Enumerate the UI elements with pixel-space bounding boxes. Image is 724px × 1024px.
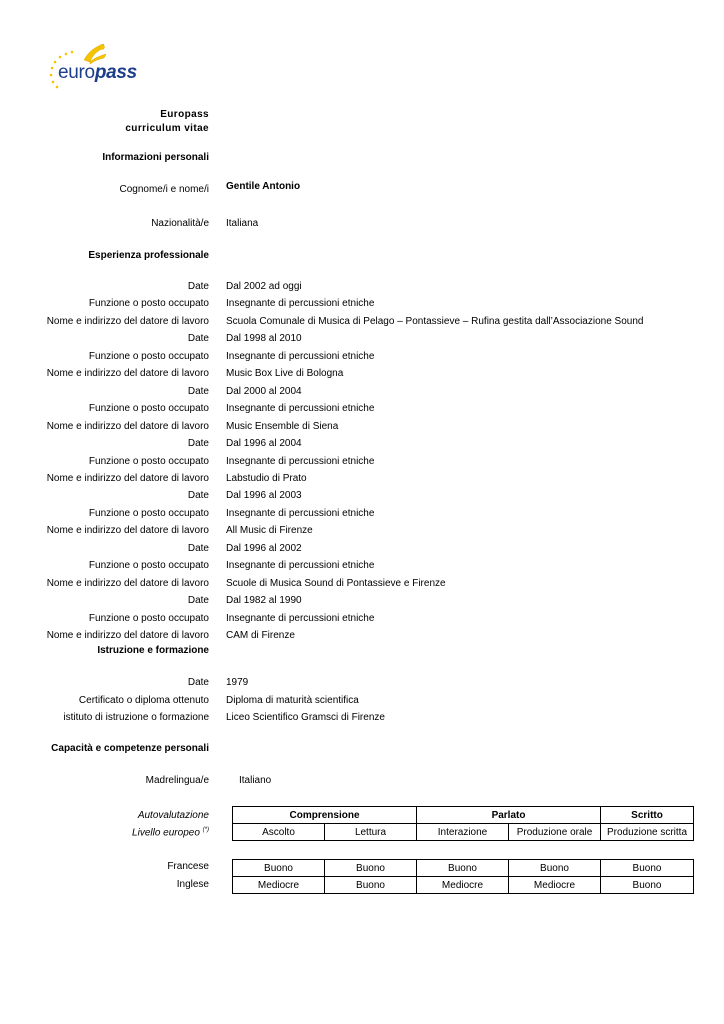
exp-date-label: Date xyxy=(187,386,209,397)
level-label xyxy=(132,827,209,838)
nationality-value: Italiana xyxy=(226,218,259,229)
subheader-interaction: Interazione xyxy=(417,824,509,841)
exp-employer-label: Nome e indirizzo del datore di lavoro xyxy=(46,421,209,432)
subheader-reading: Lettura xyxy=(325,824,417,841)
level-cell: Buono xyxy=(325,860,417,877)
doc-title-line2: curriculum vitae xyxy=(125,123,209,134)
exp-date-label: Date xyxy=(187,333,209,344)
nationality-label: Nazionalità/e xyxy=(151,218,209,229)
group-writing: Scritto xyxy=(601,807,694,824)
level-footnote-mark: (*) xyxy=(202,827,209,833)
exp-role-value: Insegnante di percussioni etniche xyxy=(226,508,375,519)
personal-section-title: Informazioni personali xyxy=(102,152,209,163)
exp-employer-value: Music Ensemble di Siena xyxy=(226,421,339,432)
mother-tongue-label: Madrelingua/e xyxy=(145,775,209,786)
exp-date-label: Date xyxy=(187,543,209,554)
exp-employer-label: Nome e indirizzo del datore di lavoro xyxy=(46,630,209,641)
edu-cert-value: Diploma di maturità scientifica xyxy=(226,695,359,706)
exp-employer-label: Nome e indirizzo del datore di lavoro xyxy=(46,525,209,536)
exp-role-label: Funzione o posto occupato xyxy=(88,508,209,519)
logo-suffix: pass xyxy=(94,62,137,83)
exp-date-value: Dal 1996 al 2002 xyxy=(226,543,302,554)
skills-section-title: Capacità e competenze personali xyxy=(51,743,209,754)
exp-date-value: Dal 1996 al 2004 xyxy=(226,438,302,449)
exp-date-label: Date xyxy=(187,281,209,292)
exp-employer-value: CAM di Firenze xyxy=(226,630,295,641)
subheader-written-production: Produzione scritta xyxy=(601,824,694,841)
level-cell: Buono xyxy=(417,860,509,877)
level-cell: Buono xyxy=(601,877,694,894)
level-cell: Mediocre xyxy=(417,877,509,894)
level-cell: Mediocre xyxy=(233,877,325,894)
exp-employer-label: Nome e indirizzo del datore di lavoro xyxy=(46,316,209,327)
language-name-0: Francese xyxy=(167,861,209,872)
exp-employer-label: Nome e indirizzo del datore di lavoro xyxy=(46,578,209,589)
europass-logo xyxy=(44,40,154,92)
exp-role-label: Funzione o posto occupato xyxy=(88,613,209,624)
exp-role-value: Insegnante di percussioni etniche xyxy=(226,560,375,571)
exp-date-value: Dal 1998 al 2010 xyxy=(226,333,302,344)
exp-date-value: Dal 2000 al 2004 xyxy=(226,386,302,397)
level-cell: Mediocre xyxy=(509,877,601,894)
language-name-1: Inglese xyxy=(176,879,209,890)
exp-role-label: Funzione o posto occupato xyxy=(88,456,209,467)
exp-employer-value: Labstudio di Prato xyxy=(226,473,307,484)
exp-date-value: Dal 2002 ad oggi xyxy=(226,281,302,292)
edu-date-label: Date xyxy=(187,677,209,688)
exp-role-value: Insegnante di percussioni etniche xyxy=(226,351,375,362)
education-section-title: Istruzione e formazione xyxy=(97,645,209,656)
exp-employer-label: Nome e indirizzo del datore di lavoro xyxy=(46,473,209,484)
doc-title-line1: Europass xyxy=(160,109,209,120)
exp-date-value: Dal 1982 al 1990 xyxy=(226,595,302,606)
name-value: Gentile Antonio xyxy=(226,181,301,192)
language-row xyxy=(233,860,694,877)
level-cell: Buono xyxy=(325,877,417,894)
exp-date-value: Dal 1996 al 2003 xyxy=(226,490,302,501)
language-row xyxy=(233,877,694,894)
exp-role-label: Funzione o posto occupato xyxy=(88,560,209,571)
level-cell: Buono xyxy=(233,860,325,877)
exp-role-label: Funzione o posto occupato xyxy=(88,351,209,362)
level-label-text: Livello europeo xyxy=(132,827,200,839)
exp-role-value: Insegnante di percussioni etniche xyxy=(226,456,375,467)
exp-role-value: Insegnante di percussioni etniche xyxy=(226,403,375,414)
language-header-table xyxy=(232,806,694,841)
exp-role-value: Insegnante di percussioni etniche xyxy=(226,298,375,309)
exp-employer-label: Nome e indirizzo del datore di lavoro xyxy=(46,368,209,379)
language-levels-table xyxy=(232,859,694,894)
logo-wordmark xyxy=(58,62,137,84)
exp-role-value: Insegnante di percussioni etniche xyxy=(226,613,375,624)
edu-inst-value: Liceo Scientifico Gramsci di Firenze xyxy=(226,712,385,723)
exp-employer-value: All Music di Firenze xyxy=(226,525,313,536)
exp-date-label: Date xyxy=(187,490,209,501)
exp-employer-value: Music Box Live di Bologna xyxy=(226,368,344,379)
name-label: Cognome/i e nome/i xyxy=(119,184,209,195)
mother-tongue-value: Italiano xyxy=(239,775,272,786)
edu-cert-label: Certificato o diploma ottenuto xyxy=(78,695,209,706)
self-eval-label: Autovalutazione xyxy=(137,810,209,821)
experience-section-title: Esperienza professionale xyxy=(88,250,209,261)
group-comprehension: Comprensione xyxy=(233,807,417,824)
subheader-listening: Ascolto xyxy=(233,824,325,841)
edu-inst-label: istituto di istruzione o formazione xyxy=(63,712,209,723)
logo-prefix: euro xyxy=(58,62,95,83)
exp-employer-value: Scuole di Musica Sound di Pontassieve e Firenze xyxy=(226,578,446,589)
group-speaking: Parlato xyxy=(417,807,601,824)
exp-date-label: Date xyxy=(187,595,209,606)
level-cell: Buono xyxy=(509,860,601,877)
exp-role-label: Funzione o posto occupato xyxy=(88,403,209,414)
exp-date-label: Date xyxy=(187,438,209,449)
exp-role-label: Funzione o posto occupato xyxy=(88,298,209,309)
exp-employer-value: Scuola Comunale di Musica di Pelago – Pontassieve – Rufina gestita dall’Associazione Sound xyxy=(226,316,644,327)
level-cell: Buono xyxy=(601,860,694,877)
subheader-oral-production: Produzione orale xyxy=(509,824,601,841)
edu-date-value: 1979 xyxy=(226,677,249,688)
